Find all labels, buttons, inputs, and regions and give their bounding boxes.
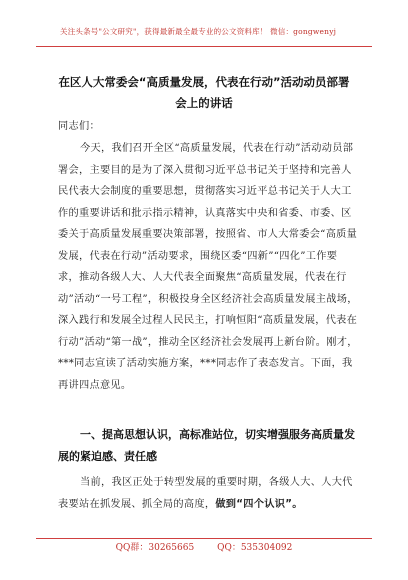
- footer-qq-group: QQ群：30265665: [115, 543, 195, 553]
- salutation: 同志们：: [58, 121, 100, 132]
- section-heading-1: 一、提高思想认识，高标准站位，切实增强服务高质量发展的紧迫感、责任感: [58, 428, 355, 463]
- footer-qq-number: QQ：535304092: [217, 543, 293, 553]
- header-divider: [36, 46, 372, 47]
- paragraph-2-text: 当前，我区正处于转型发展的重要时期，各级人大、人大代表要站在抓发展、抓全局的高度，: [58, 477, 353, 510]
- page-header: [0, 0, 408, 40]
- header-promo-text: 关注头条号"公文研究"，获得最新最全最专业的公文资料库！ 微信：gongwenyj: [60, 27, 337, 36]
- footer-divider: [36, 538, 372, 539]
- document-title: 在区人大常委会“高质量发展，代表在行动”活动动员部署会上的讲话: [58, 75, 350, 110]
- paragraph-2-bold-text: 做到“四个认识”。: [215, 498, 303, 510]
- body-paragraph-1: 今天，我们召开全区“高质量发展，代表在行动”活动动员部署会，主要目的是为了深入贯彻习近平总书记关于坚持和完善人民代表大会制度的重要思想，贯彻落实习近平总书记关于人大工作的重要讲话和批示指示精神，认真落实中央和省委、市委、区委关于高质量发展重要决策部署，按照省、市人大常委会“高质量发展，代表在行动”活动要求，围绕区委“四新”“四化”工作要求，推动各级人大、人大代表全面聚焦“高质量发展，代表在行动”活动“一号工程”，积极投身全区经济社会高质量发展主战场，深入践行和发展全过程人民民主，打响恒阳“高质量发展，代表在行动”活动“第一战”，推动全区经济社会发展再上新台阶。刚才，***同志宣读了活动实施方案，***同志作了表态发言。下面，我再讲四点意见。: [58, 143, 358, 391]
- body-paragraph-2: [58, 472, 358, 515]
- page-footer: [0, 540, 408, 553]
